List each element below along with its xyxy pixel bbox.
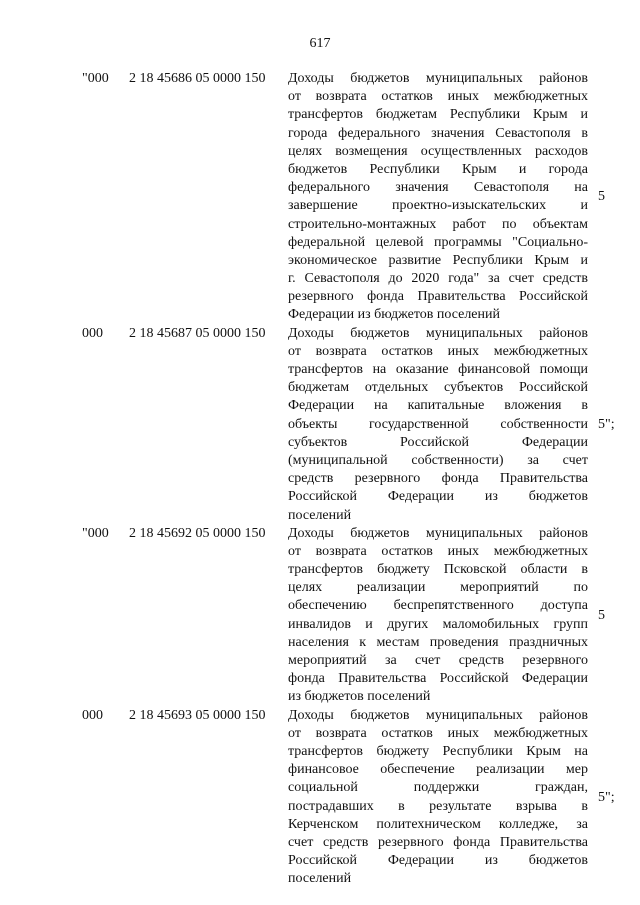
- admin-code: 000: [82, 325, 103, 341]
- income-description: [288, 70, 588, 325]
- description-line: трансфертов бюджетам Республики Крым и: [288, 107, 588, 123]
- description-line: г. Севастополя до 2020 года" за счет средств: [288, 271, 588, 287]
- description-line: объекты государственной собственности: [288, 416, 588, 432]
- description-line: Доходы бюджетов муниципальных районов: [288, 525, 588, 541]
- description-line: целях возмещения осуществленных расходов: [288, 143, 588, 159]
- page-number: 617: [309, 36, 331, 51]
- budget-classification-code: 2 18 45686 05 0000 150: [129, 71, 266, 86]
- value-code: 5";: [598, 416, 615, 432]
- description-line: резервного фонда Правительства Российской: [288, 289, 588, 305]
- description-line: Доходы бюджетов муниципальных районов: [288, 71, 588, 86]
- budget-classification-code: 2 18 45687 05 0000 150: [129, 325, 266, 341]
- description-line: бюджетам отдельных субъектов Российской: [288, 380, 588, 396]
- budget-codes-table: [0, 70, 640, 888]
- description-line: финансовое обеспечение реализации мер: [288, 762, 588, 778]
- budget-classification-code: 2 18 45693 05 0000 150: [129, 707, 266, 723]
- description-line: бюджетов Республики Крым и города: [288, 161, 588, 177]
- description-line: мероприятий за счет средств резервного: [288, 653, 588, 668]
- description-line: трансфертов бюджету Псковской области в: [288, 562, 588, 578]
- value-code: 5: [598, 607, 605, 623]
- description-line: Федерации на капитальные вложения в: [288, 398, 588, 414]
- description-line: обеспечению беспрепятственного доступа: [288, 598, 588, 614]
- description-line: экономическое развитие Республики Крым и: [288, 252, 588, 268]
- value-code: 5: [598, 189, 605, 205]
- description-line: Российской Федерации из бюджетов: [288, 489, 588, 505]
- description-line: Доходы бюджетов муниципальных районов: [288, 707, 588, 723]
- description-line: Керченском политехническом колледже, за: [288, 816, 588, 832]
- description-line: трансфертов бюджету Республики Крым на: [288, 743, 588, 759]
- description-line: федеральной целевой программы "Социально-: [288, 234, 588, 250]
- value-code: 5";: [598, 789, 615, 805]
- table-row: [0, 325, 640, 525]
- description-line: города федерального значения Севастополя в: [288, 125, 588, 141]
- description-line: Доходы бюджетов муниципальных районов: [288, 325, 588, 341]
- description-line: завершение проектно-изыскательских и: [288, 198, 588, 214]
- income-description: [288, 325, 588, 525]
- income-description: [288, 525, 588, 707]
- description-line: поселений: [288, 507, 352, 523]
- description-line: из бюджетов поселений: [288, 689, 431, 705]
- description-line: инвалидов и других маломобильных групп: [288, 616, 588, 632]
- income-description: [288, 707, 588, 889]
- description-line: счет средств резервного фонда Правительства: [288, 834, 588, 850]
- description-line: поселений: [288, 871, 352, 887]
- budget-classification-code: 2 18 45692 05 0000 150: [129, 525, 266, 541]
- description-line: трансфертов на оказание финансовой помощи: [288, 362, 588, 377]
- admin-code: 000: [82, 707, 103, 723]
- description-line: строительно-монтажных работ по объектам: [288, 216, 588, 232]
- description-line: целях реализации мероприятий по: [288, 580, 588, 596]
- description-line: федерального значения Севастополя на: [288, 180, 588, 196]
- description-line: Российской Федерации из бюджетов: [288, 853, 588, 869]
- table-row: [0, 707, 640, 889]
- description-line: средств резервного фонда Правительства: [288, 471, 588, 487]
- description-line: от возврата остатков иных межбюджетных: [288, 543, 588, 559]
- description-line: от возврата остатков иных межбюджетных: [288, 725, 588, 741]
- description-line: от возврата остатков иных межбюджетных: [288, 89, 588, 105]
- description-line: Федерации из бюджетов поселений: [288, 307, 500, 323]
- table-row: [0, 525, 640, 707]
- description-line: субъектов Российской Федерации: [288, 434, 588, 450]
- description-line: (муниципальной собственности) за счет: [288, 452, 588, 468]
- description-line: фонда Правительства Российской Федерации: [288, 671, 588, 687]
- description-line: социальной поддержки граждан,: [288, 780, 588, 796]
- description-line: от возврата остатков иных межбюджетных: [288, 343, 588, 359]
- table-row: [0, 70, 640, 325]
- description-line: населения к местам проведения праздничных: [288, 634, 588, 650]
- admin-code: "000: [82, 525, 109, 541]
- admin-code: "000: [82, 71, 109, 86]
- description-line: пострадавших в результате взрыва в: [288, 798, 588, 814]
